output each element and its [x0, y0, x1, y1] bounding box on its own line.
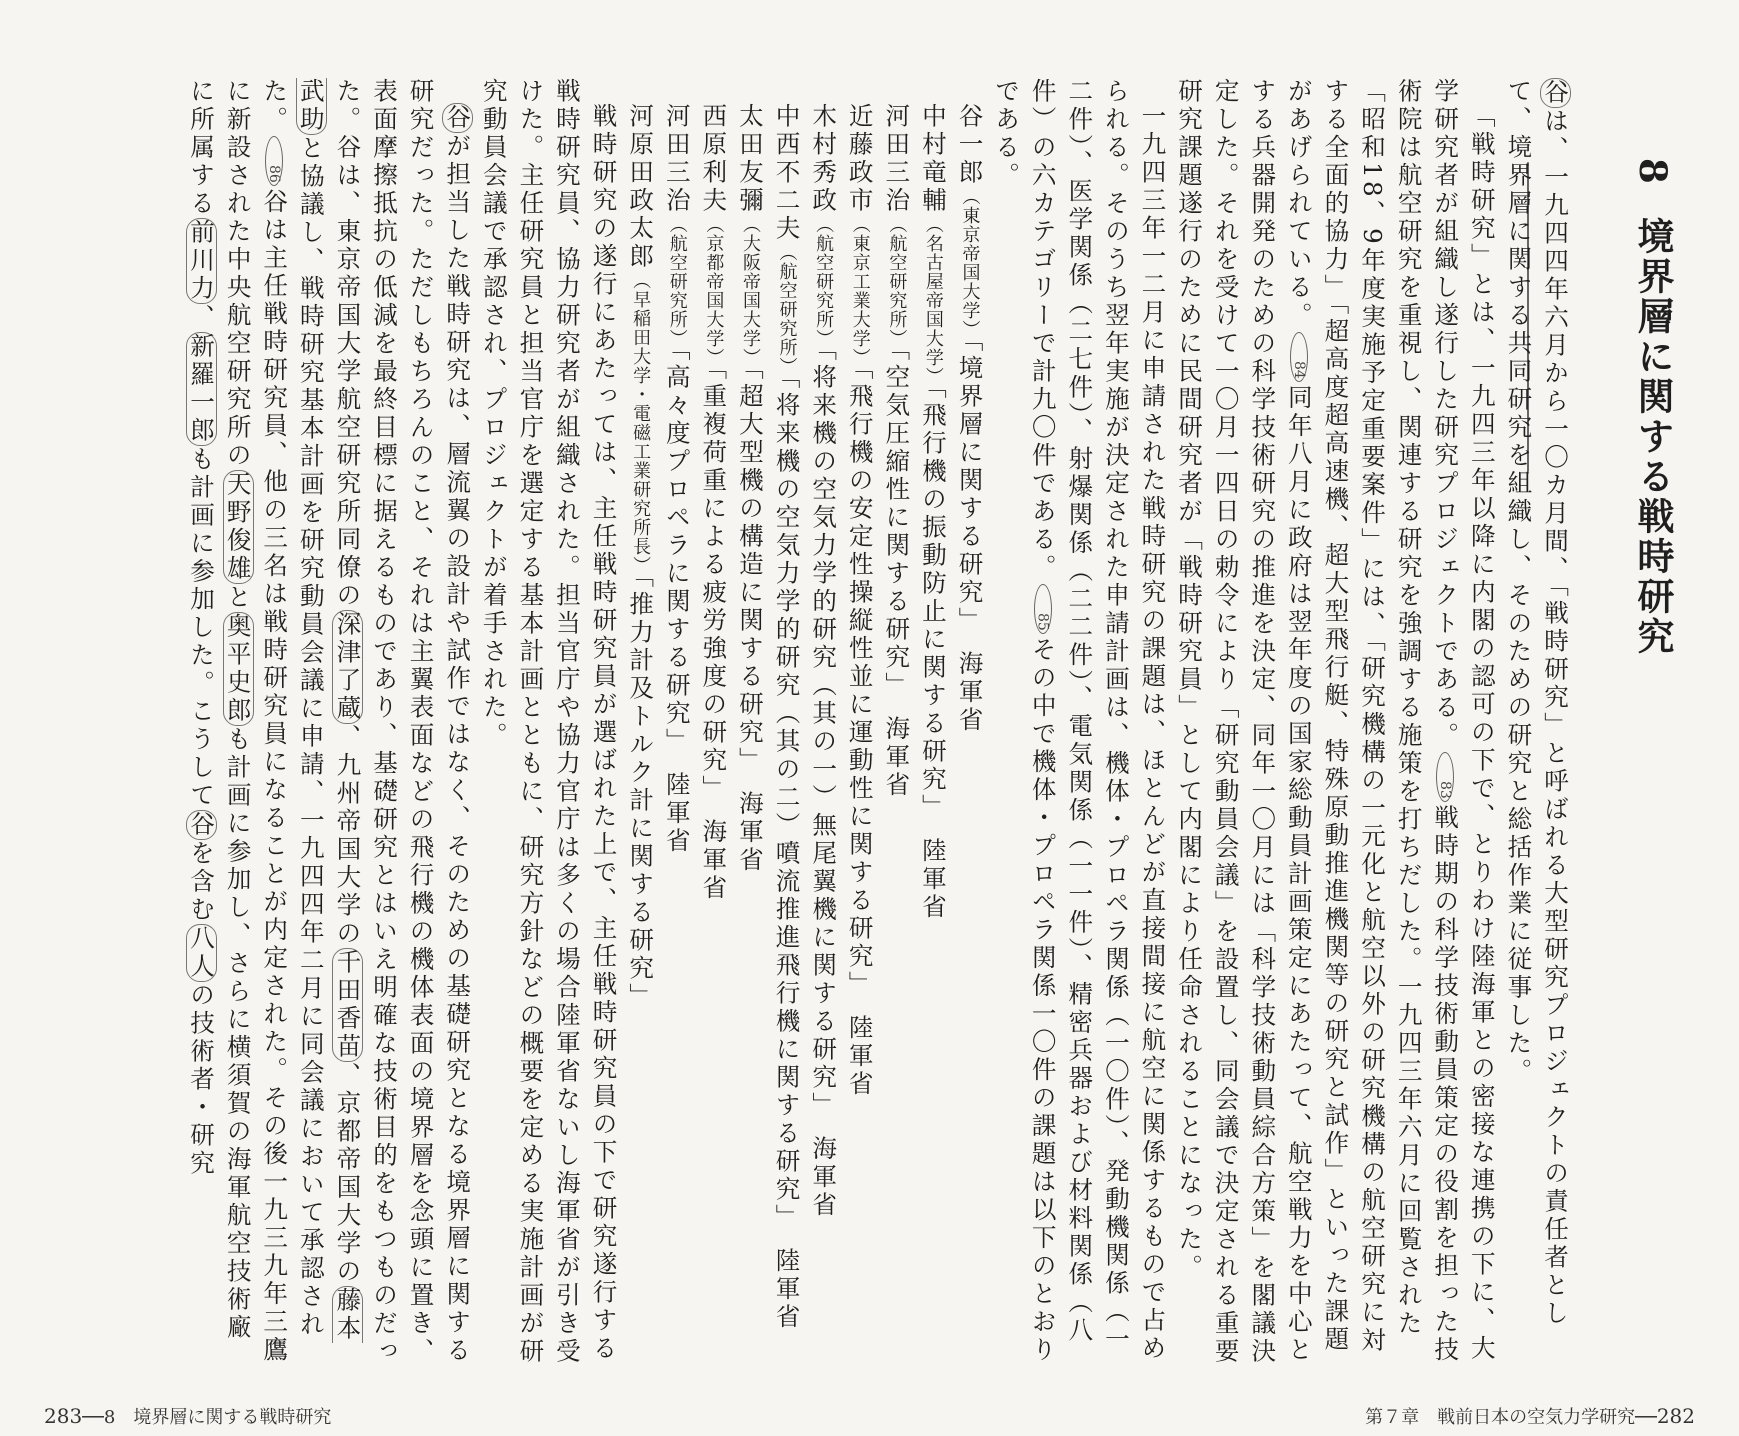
- paragraph-3: 一九四三年一二月に申請された戦時研究の課題は、ほとんどが直接間接に航空に関係するもので占められる。そのうち翌年実施が決定された申請計画は、機体・プロペラ関係（一〇件）、発動機関係（一二件）、医学関係（二七件）、射爆関係（二二件）、電気関係（一一件）、精密兵器および材料関係（八件）の六カテゴリーで計九〇件である。85その中で機体・プロペラ関係一〇件の課題は以下のとおりである。: [992, 78, 1168, 1365]
- page-number-left: 283: [44, 1404, 83, 1428]
- endnote-marker: 85: [1034, 584, 1052, 634]
- annotated-name: 深津了蔵: [333, 611, 363, 723]
- annotated-name: 藤本武助: [296, 78, 363, 1343]
- annotated-name: 天野俊雄: [223, 471, 253, 583]
- paragraph-4: 戦時研究の遂行にあたっては、主任戦時研究員が選ばれた上で、主任戦時研究員の下で研究遂行する戦時研究員、協力研究者が組織された。担当官庁や協力官庁は多くの場合陸軍省ないし海軍省が引き受けた。主任研究員と担当官庁を選定する基本計画とともに、研究方針などの概要を定める実施計画が研究動員会議で承認され、プロジェクトが着手された。: [479, 78, 619, 1366]
- annotated-name: 前川力: [187, 219, 217, 303]
- page-number-right: 282: [1656, 1404, 1695, 1428]
- footer-left: 283──8 境界層に関する戦時研究: [44, 1404, 332, 1428]
- annotated-name: 谷: [443, 103, 473, 132]
- annotated-name: 新羅一郎: [187, 333, 217, 445]
- annotated-name: 谷: [187, 811, 217, 839]
- annotated-name: 奥平史郎: [223, 613, 253, 725]
- body-text: [33, 78, 1573, 1368]
- section-number: 8: [1631, 158, 1675, 187]
- section-title: 境界層に関する戦時研究: [1631, 216, 1675, 657]
- list-item: 河田三治（航空研究所）「空気圧縮性に関する研究」 海軍省: [882, 102, 912, 799]
- list-item: 太田友彌（大阪帝国大学）「超大型機の構造に関する研究」 海軍省: [735, 102, 765, 874]
- list-item: 木村秀政（航空研究所）「将来機の空気力学的研究（其の一）無尾翼機に関する研究」 海軍省: [809, 102, 839, 1219]
- annotated-name: 八人: [187, 925, 217, 981]
- list-item: 中村竜輔（名古屋帝国大学）「飛行機の振動防止に関する研究」 陸軍省: [918, 102, 948, 921]
- section-heading: [1631, 158, 1675, 657]
- endnote-marker: 86: [265, 136, 283, 186]
- annotated-name: 千田香苗: [333, 949, 363, 1061]
- list-item: 中西不二夫（航空研究所）「将来機の空気力学的研究（其の二）噴流推進飛行機に関する研究」 陸軍省: [772, 102, 802, 1331]
- endnote-marker: 83: [1436, 752, 1454, 802]
- list-item: 谷一郎（東京帝国大学）「境界層に関する研究」 海軍省: [955, 102, 985, 734]
- paragraph-5: 谷が担当した戦時研究は、層流翼の設計や試作ではなく、そのための基礎研究となる境界層に関する研究だった。ただしもちろんのこと、それは主翼表面などの飛行機の機体表面の境界層を念頭に置き、表面摩擦抵抗の低減を最終目標に据えるものであり、基礎研究とはいえ明確な技術目的をもつものだった。谷は、東京帝国大学航空研究所同僚の深津了蔵、九州帝国大学の千田香苗、京都帝国大学の藤本武助と協議し、戦時研究基本計画を研究動員会議に申請、一九四四年二月に同会議において承認された。86谷は主任戦時研究員、他の三名は戦時研究員になることが内定された。その後一九三九年三鷹に新設された中央航空研究所の天野俊雄と奥平史郎も計画に参加し、さらに横須賀の海軍航空技術廠に所属する前川力、新羅一郎も計画に参加した。こうして谷を含む八人の技術者・研究: [187, 78, 473, 1366]
- running-head-left: 8 境界層に関する戦時研究: [103, 1407, 332, 1428]
- list-item: 河原田政太郎（早稲田大学・電磁工業研究所長）「推力計及トルク計に関する研究」: [626, 102, 656, 1011]
- endnote-marker: 84: [1290, 332, 1308, 382]
- paragraph-1: 谷は、一九四四年六月から一〇カ月間、「戦時研究」と呼ばれる大型研究プロジェクトの責任者として、境界層に関する共同研究を組織し、そのための研究と総括作業に従事した。: [1504, 78, 1570, 1328]
- annotated-name: 谷: [1541, 79, 1570, 107]
- list-item: 河田三治（航空研究所）「高々度プロペラに関する研究」 陸軍省: [662, 102, 692, 855]
- footer-right: 第７章 戦前日本の空気力学研究──282: [1365, 1404, 1695, 1428]
- running-head-right: 第７章 戦前日本の空気力学研究: [1365, 1407, 1636, 1428]
- paragraph-2: 「戦時研究」とは、一九四三年以降に内閣の認可の下で、とりわけ陸海軍との密接な連携の下に、大学研究者が組織し遂行した研究プロジェクトである。83戦時期の科学技術動員策定の役割を担った技術院は航空研究を重視し、関連する研究を強調する施策を打ちだした。一九四三年六月に回覧された「昭和18、9年度実施予定重要案件」には、「研究機構の一元化と航空以外の研究機構の航空研究に対する全面的協力」「超高度超高速機、超大型飛行艇、特殊原動推進機関等の研究と試作」といった課題があげられている。84同年八月に政府は翌年度の国家総動員計画策定にあたって、航空戦力を中心とする兵器開発のための科学技術研究の推進を決定、同年一〇月には「科学技術動員綜合方策」を閣議決定した。それを受けて一〇月一四日の勅令により「研究動員会議」を設置し、同会議で決定される重要研究課題遂行のために民間研究者が「戦時研究員」として内閣により任命されることになった。: [1175, 78, 1497, 1366]
- list-item: 近藤政市（東京工業大学）「飛行機の安定性操縦性並に運動性に関する研究」 陸軍省: [845, 102, 875, 1098]
- list-item: 西原利夫（京都帝国大学）「重複荷重による疲労強度の研究」 海軍省: [699, 102, 729, 902]
